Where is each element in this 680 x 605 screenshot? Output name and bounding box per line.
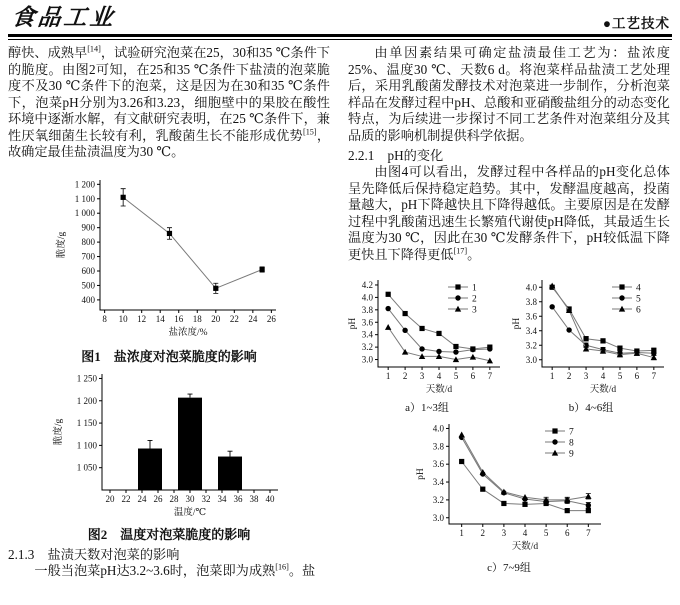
fig4b-svg — [512, 274, 670, 402]
figure1-chart — [8, 172, 330, 348]
svg-text:盐浓度/%: 盐浓度/% — [168, 327, 208, 338]
fig4c-svg — [407, 418, 611, 562]
svg-text:36: 36 — [233, 493, 243, 504]
svg-text:1 100: 1 100 — [76, 439, 97, 450]
svg-text:pH: pH — [512, 317, 522, 330]
body-paragraph: 一般当泡菜pH达3.2~3.6时，泡菜即为成熟[16]。盐 — [34, 562, 316, 578]
svg-text:1 100: 1 100 — [74, 193, 95, 204]
svg-text:4.2: 4.2 — [361, 279, 373, 290]
svg-text:1 250: 1 250 — [76, 372, 97, 383]
svg-text:3.2: 3.2 — [432, 494, 444, 505]
right-column — [348, 45, 670, 579]
svg-text:34: 34 — [217, 493, 227, 504]
svg-text:3: 3 — [419, 371, 425, 381]
fig1-svg — [54, 172, 284, 348]
svg-text:40: 40 — [265, 493, 275, 504]
svg-text:28: 28 — [169, 493, 179, 504]
svg-text:1 150: 1 150 — [76, 417, 97, 428]
figure4-row — [348, 274, 670, 415]
svg-text:2: 2 — [472, 294, 477, 305]
svg-text:3.0: 3.0 — [525, 354, 537, 365]
svg-text:7: 7 — [586, 528, 591, 538]
svg-text:脆度/g: 脆度/g — [54, 418, 64, 445]
svg-text:1 200: 1 200 — [76, 395, 97, 406]
svg-text:3.8: 3.8 — [525, 296, 537, 307]
section-label-text: 工艺技术 — [612, 16, 670, 31]
svg-text:900: 900 — [81, 222, 95, 233]
svg-text:8: 8 — [569, 438, 574, 449]
svg-text:3.4: 3.4 — [432, 477, 444, 488]
svg-text:8: 8 — [102, 313, 107, 324]
body-paragraph: 醇快、成熟早[14]，试验研究泡菜在25，30和35 ℃条件下的脆度。由图2可知，在25和35 ℃条件下盐渍的泡菜脆度不及30 ℃条件下的泡菜，这是因为在30和35 ℃条件下，泡菜pH分别为3.26和3.23，细胞壁中的果胶在酸性环境中逐渐水解，有文献研究表明，在25 ℃条件下，兼性厌氧细菌生长较有利，乳酸菌生长不能形成优势[15]，故确定最佳盐渍温度为30 ℃。 — [8, 44, 331, 159]
svg-text:3.2: 3.2 — [361, 342, 373, 353]
figure4a-chart — [348, 274, 506, 402]
svg-text:24: 24 — [248, 313, 258, 324]
figure2-chart — [8, 368, 330, 526]
svg-text:2: 2 — [566, 371, 572, 381]
body-paragraph: 由单因素结果可确定盐渍最佳工艺为：盐浓度25%、温度30 ℃、天数6 d。将泡菜样品盐渍工艺处理后，采用乳酸菌发酵技术对泡菜进一步制作，分析泡菜样品在发酵过程中pH、总酸和亚硝酸盐组分的动态变化特点，为后续进一步探讨不同工艺条件对泡菜组分及其品质的影响机制提供科学依据。 — [348, 45, 670, 143]
svg-text:5: 5 — [543, 528, 549, 538]
svg-text:22: 22 — [229, 313, 239, 324]
svg-text:1: 1 — [385, 371, 391, 381]
svg-text:3.6: 3.6 — [525, 311, 537, 322]
svg-text:12: 12 — [137, 313, 147, 324]
svg-text:4: 4 — [436, 371, 442, 381]
svg-text:38: 38 — [249, 493, 259, 504]
svg-text:24: 24 — [137, 493, 147, 504]
svg-text:5: 5 — [636, 294, 641, 305]
section-label — [603, 12, 672, 32]
svg-text:3.8: 3.8 — [432, 441, 444, 452]
svg-text:600: 600 — [81, 265, 95, 276]
svg-text:14: 14 — [155, 313, 165, 324]
left-column — [8, 45, 330, 579]
svg-text:6: 6 — [636, 305, 641, 316]
svg-text:1: 1 — [549, 371, 555, 381]
svg-text:7: 7 — [487, 371, 493, 381]
svg-text:10: 10 — [118, 313, 128, 324]
svg-text:1 200: 1 200 — [74, 178, 95, 189]
svg-text:3: 3 — [583, 371, 589, 381]
body-paragraph: 由图4可以看出，发酵过程中各样品的pH变化总体呈先降低后保持稳定趋势。其中，发酵温度越高，投菌量越大，pH下降越快且下降得越低。主要原因是在发酵过程中乳酸菌迅速生长繁殖代谢使pH降低，其最适生长温度为30 ℃，因此在30 ℃发酵条件下，pH较低温下降更快且下降得更低[17]。 — [348, 164, 670, 262]
svg-text:3.8: 3.8 — [361, 304, 373, 315]
figure4a-block — [348, 274, 506, 415]
svg-text:3.6: 3.6 — [432, 459, 444, 470]
svg-text:22: 22 — [121, 493, 131, 504]
svg-text:20: 20 — [105, 493, 115, 504]
journal-logo: 食品工业 — [10, 5, 118, 30]
svg-text:700: 700 — [81, 251, 95, 262]
header-rule — [8, 34, 672, 40]
svg-text:1: 1 — [459, 528, 464, 538]
section-heading-213: 2.1.3 盐渍天数对泡菜的影响 — [8, 546, 180, 562]
figure4c-chart — [348, 418, 670, 562]
svg-text:温度/℃: 温度/℃ — [173, 507, 207, 518]
section-heading-221: 2.2.1 pH的变化 — [348, 148, 444, 163]
figure4c-block — [348, 418, 670, 575]
svg-text:5: 5 — [617, 371, 623, 381]
svg-text:6: 6 — [634, 371, 640, 381]
bullet-icon: ● — [602, 16, 612, 31]
fig4a-svg — [348, 274, 506, 402]
svg-text:3: 3 — [472, 305, 477, 316]
svg-text:4.0: 4.0 — [361, 292, 373, 303]
figure-2 — [8, 368, 330, 543]
svg-text:9: 9 — [569, 449, 574, 460]
figure2-caption: 图2 温度对泡菜脆度的影响 — [87, 526, 251, 542]
svg-text:脆度/g: 脆度/g — [57, 231, 67, 258]
svg-text:7: 7 — [569, 427, 574, 438]
svg-text:3.2: 3.2 — [525, 340, 537, 351]
svg-text:3.6: 3.6 — [361, 317, 373, 328]
svg-text:26: 26 — [266, 313, 276, 324]
svg-text:4.0: 4.0 — [432, 423, 444, 434]
svg-text:4: 4 — [636, 283, 641, 294]
svg-text:4: 4 — [522, 528, 528, 538]
figure4a-caption: a）1~3组 — [405, 402, 449, 414]
figure1-caption: 图1 盐浓度对泡菜脆度的影响 — [81, 348, 257, 364]
svg-text:4.0: 4.0 — [525, 282, 537, 293]
svg-text:500: 500 — [81, 279, 95, 290]
svg-text:4: 4 — [600, 371, 606, 381]
svg-text:30: 30 — [185, 493, 195, 504]
svg-text:3.4: 3.4 — [361, 329, 373, 340]
svg-text:2: 2 — [480, 528, 486, 538]
svg-text:16: 16 — [174, 313, 184, 324]
svg-text:20: 20 — [211, 313, 221, 324]
svg-text:2: 2 — [402, 371, 408, 381]
svg-text:800: 800 — [81, 236, 95, 247]
svg-text:3.4: 3.4 — [525, 325, 537, 336]
figure4b-chart — [512, 274, 670, 402]
svg-text:3.0: 3.0 — [432, 512, 444, 523]
two-column-body — [8, 45, 672, 579]
svg-text:18: 18 — [192, 313, 202, 324]
fig2-svg — [52, 368, 286, 526]
svg-text:1 000: 1 000 — [74, 207, 95, 218]
svg-text:pH: pH — [348, 317, 358, 330]
svg-text:400: 400 — [81, 294, 95, 305]
svg-text:6: 6 — [470, 371, 476, 381]
svg-text:1: 1 — [472, 283, 477, 294]
svg-text:6: 6 — [564, 528, 570, 538]
svg-text:32: 32 — [201, 493, 211, 504]
svg-text:天数/d: 天数/d — [425, 385, 453, 395]
figure4b-block — [512, 274, 670, 415]
figure4b-caption: b）4~6组 — [568, 402, 614, 414]
svg-text:7: 7 — [651, 371, 657, 381]
svg-text:5: 5 — [453, 371, 459, 381]
svg-text:3: 3 — [501, 528, 507, 538]
svg-text:天数/d: 天数/d — [589, 385, 617, 395]
svg-text:天数/d: 天数/d — [511, 542, 539, 552]
figure-1 — [8, 172, 330, 365]
page-header — [8, 5, 672, 32]
figure4c-caption: c）7~9组 — [487, 562, 531, 574]
svg-text:26: 26 — [153, 493, 163, 504]
svg-text:pH: pH — [416, 468, 426, 480]
svg-text:1 050: 1 050 — [76, 462, 97, 473]
svg-text:3.0: 3.0 — [361, 354, 373, 365]
